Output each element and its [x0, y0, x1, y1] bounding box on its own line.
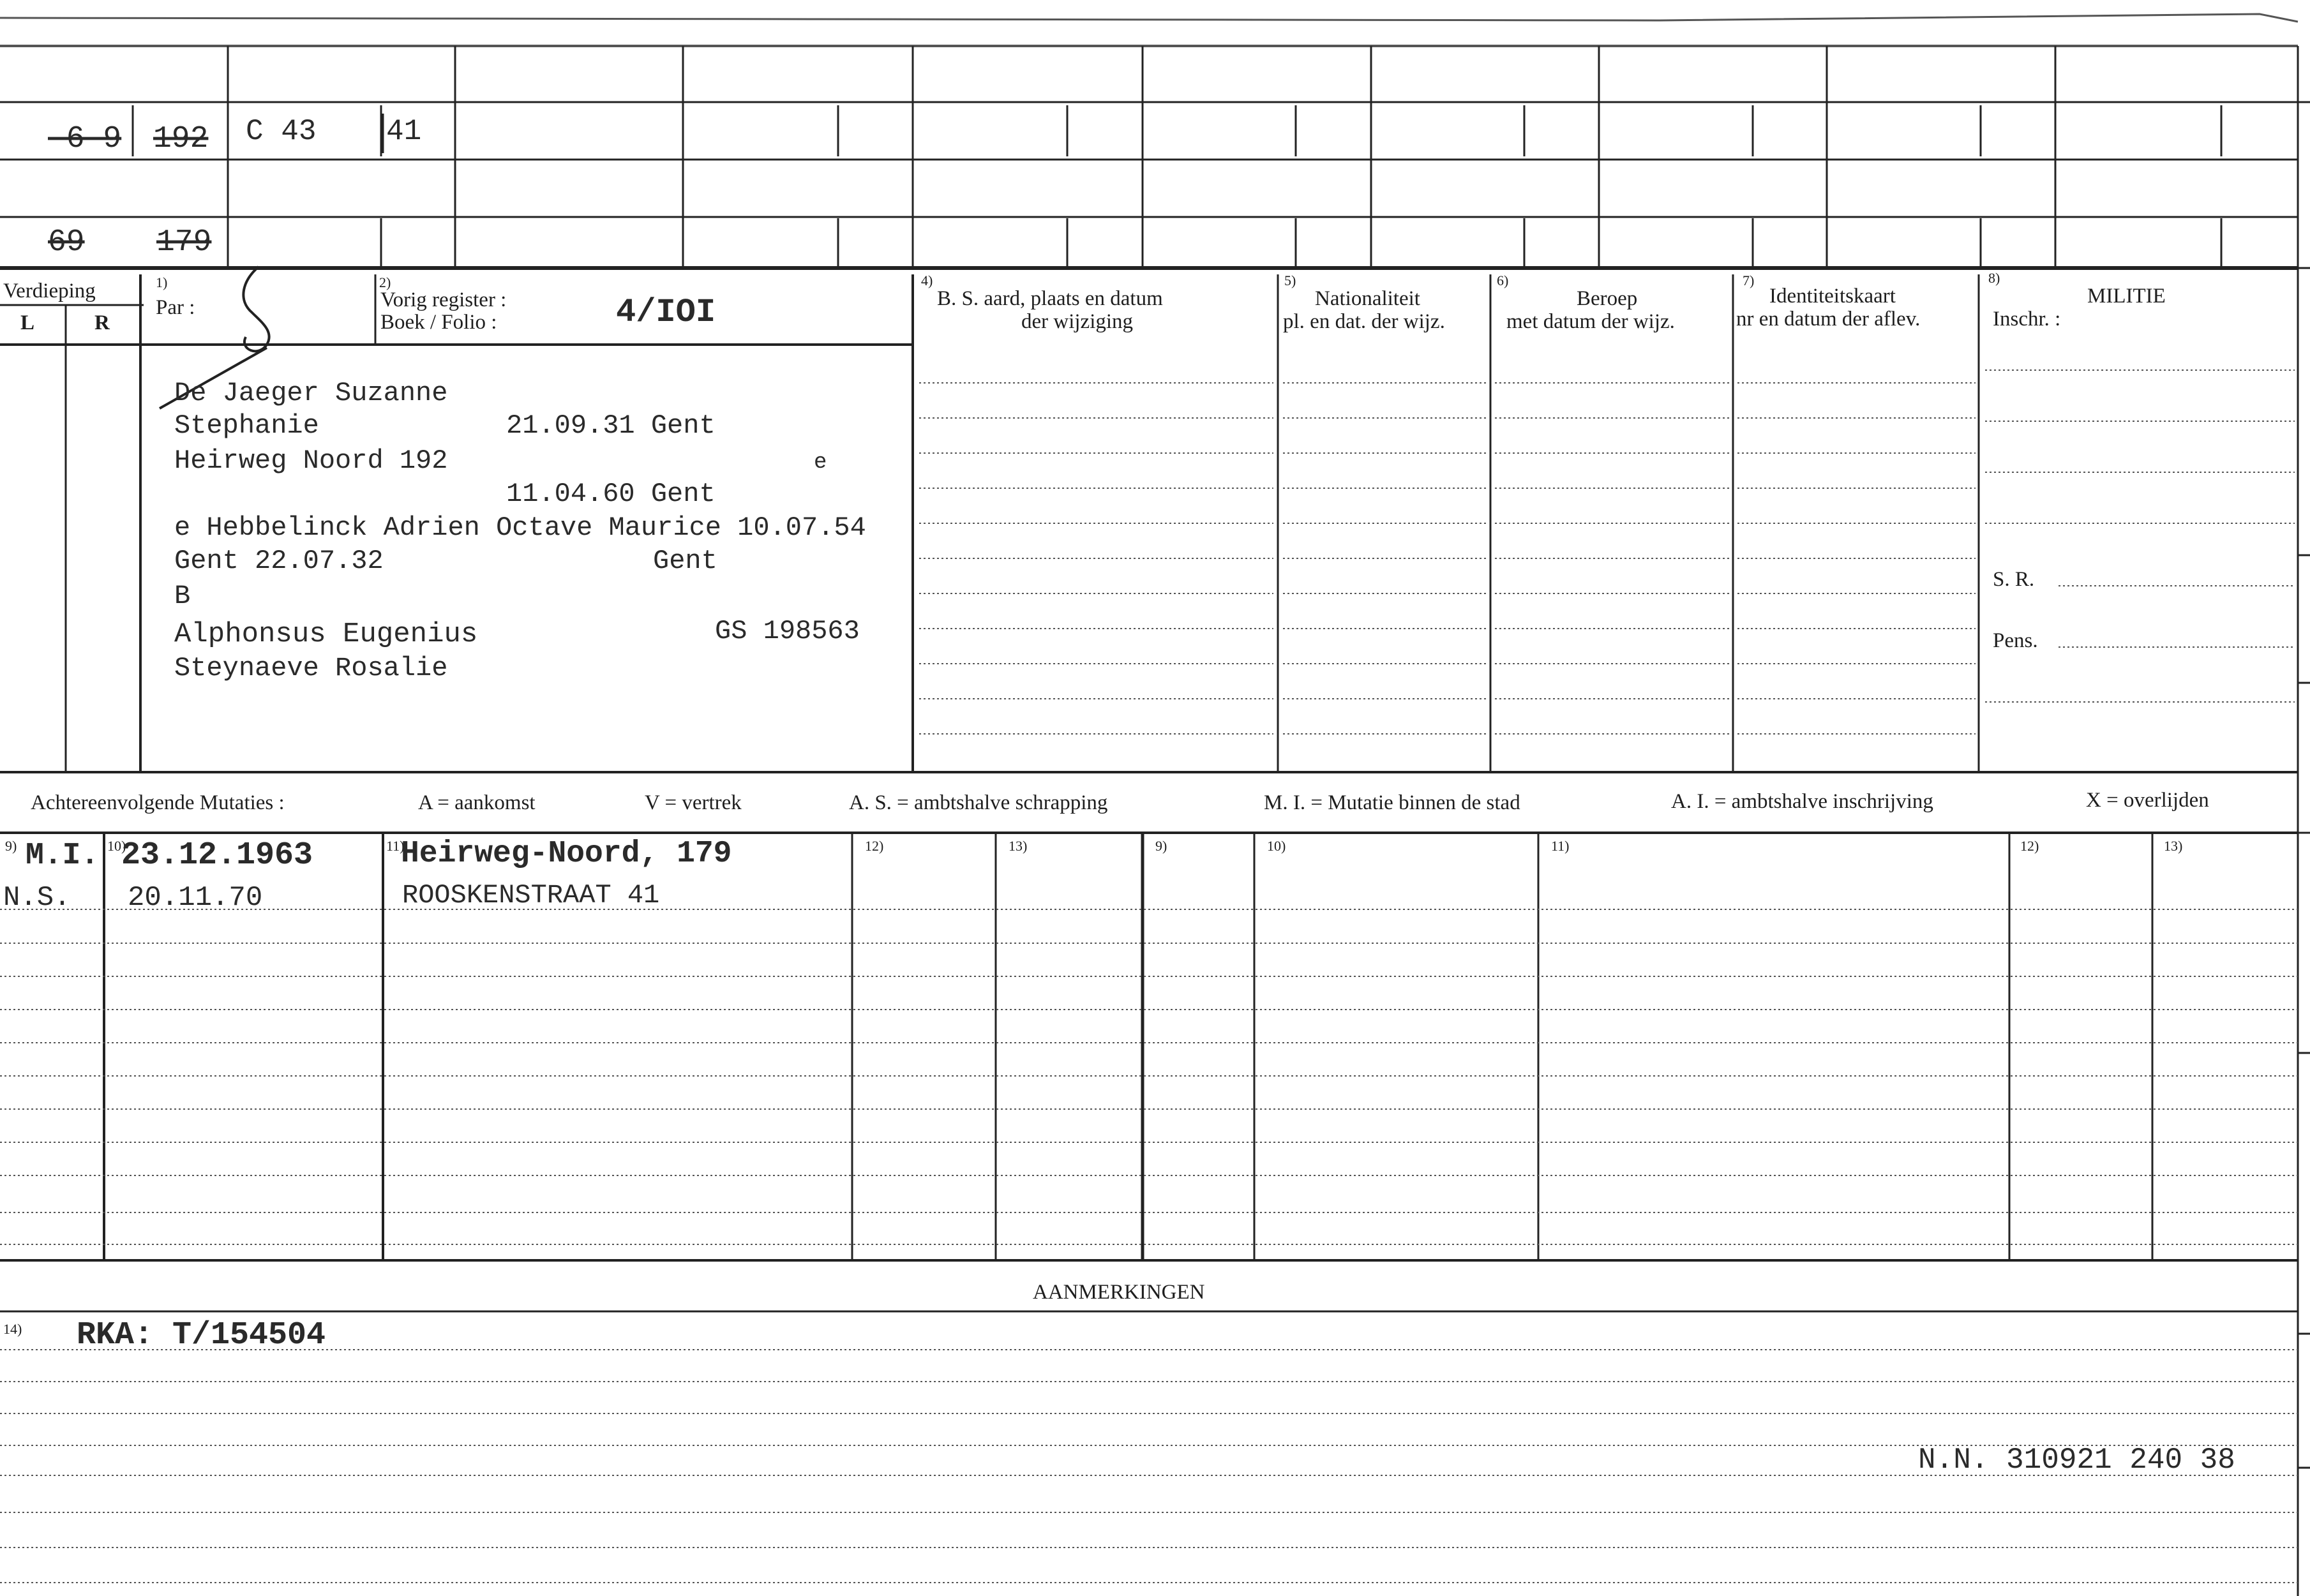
sr-label: S. R.: [1993, 568, 2035, 591]
identiteitskaart-line1: Identiteitskaart: [1769, 285, 1896, 308]
person-name: De Jaeger Suzanne: [174, 378, 448, 408]
mutations-legend: [31, 789, 2209, 814]
legend-x: X = overlijden: [2086, 789, 2209, 812]
column-l-label: L: [20, 311, 35, 334]
gs-number: GS 198563: [715, 616, 860, 646]
dotted-lines-header: [919, 370, 2295, 734]
top-date-2: 69: [48, 225, 85, 260]
mutation-address-1: Heirweg-Noord, 179: [401, 837, 732, 871]
mutation-date-1: 23.12.1963: [121, 837, 313, 874]
nn-number: N.N. 310921 240 38: [1918, 1443, 2235, 1477]
card-top-edge: [0, 14, 2298, 46]
verdieping-label: Verdieping: [3, 280, 96, 302]
person-block: [174, 378, 866, 683]
dotted-lines-mutations: [0, 909, 2298, 1244]
rka-number: RKA: T/154504: [77, 1317, 326, 1354]
legend-title: Achtereenvolgende Mutaties :: [31, 791, 285, 814]
mutations-column-labels: [5, 838, 2182, 854]
legend-v: V = vertrek: [645, 791, 742, 814]
person-firstname: Stephanie: [174, 410, 319, 441]
col-11-left: 11): [386, 838, 405, 854]
col-12-right: 12): [2020, 838, 2039, 854]
top-code-1: C 43: [246, 115, 317, 148]
note-8: 8): [1988, 270, 2000, 286]
mutation-code-2: N.S.: [3, 882, 71, 914]
column-r-label: R: [94, 311, 110, 334]
spouse-birth: Gent 22.07.32: [174, 546, 384, 576]
col-13-right: 13): [2164, 838, 2183, 854]
inschr-label: Inschr. :: [1993, 308, 2061, 331]
top-date-1: -6-9: [48, 122, 122, 156]
spouse-place: Gent: [653, 546, 717, 576]
col-9-left: 9): [5, 838, 17, 854]
remarks-title: AANMERKINGEN: [1033, 1281, 1205, 1304]
boek-folio-label: Boek / Folio :: [380, 311, 497, 334]
mutation-address-2: ROOSKENSTRAAT 41: [402, 880, 660, 911]
top-num-1: 41: [386, 115, 422, 148]
vorig-register-value: 4/IOI: [616, 294, 716, 331]
mother-name: Steynaeve Rosalie: [174, 653, 448, 683]
identiteitskaart-line2: nr en datum der aflev.: [1736, 308, 1921, 331]
marriage-date: 11.04.60 Gent: [506, 479, 716, 509]
col-10-right: 10): [1267, 838, 1286, 854]
top-grid-entries: [48, 115, 421, 260]
vorig-register-label: Vorig register :: [380, 288, 507, 311]
mutation-date-2: 20.11.70: [128, 882, 263, 914]
mutation-code-1: M.I.: [26, 839, 100, 873]
mutations-grid: [0, 833, 2298, 1260]
person-address: Heirweg Noord 192: [174, 445, 448, 476]
beroep-line1: Beroep: [1577, 287, 1638, 310]
militie-label: MILITIE: [2087, 285, 2166, 308]
col-13-left: 13): [1009, 838, 1028, 854]
person-birth: 21.09.31 Gent: [506, 410, 716, 441]
note-6: 6): [1497, 272, 1509, 288]
note-14: 14): [3, 1321, 22, 1337]
col-11-right: 11): [1551, 838, 1570, 854]
note-2: 2): [379, 274, 391, 290]
mark-b: B: [174, 581, 191, 611]
top-nr-1: 192: [153, 122, 209, 156]
legend-mi: M. I. = Mutatie binnen de stad: [1264, 791, 1520, 814]
col-9-right: 9): [1155, 838, 1167, 854]
mark-e: e: [814, 451, 827, 475]
bs-label-line2: der wijziging: [1021, 310, 1134, 333]
nationaliteit-line1: Nationaliteit: [1315, 287, 1420, 310]
legend-ai: A. I. = ambtshalve inschrijving: [1671, 790, 1933, 813]
note-5: 5): [1284, 272, 1296, 288]
pens-label: Pens.: [1993, 629, 2038, 652]
father-name: Alphonsus Eugenius: [174, 618, 478, 650]
note-7: 7): [1743, 272, 1755, 288]
legend-a: A = aankomst: [418, 791, 536, 814]
nationaliteit-line2: pl. en dat. der wijz.: [1283, 310, 1445, 333]
spouse-line: e Hebbelinck Adrien Octave Maurice 10.07.54: [174, 512, 866, 543]
par-label: Par :: [156, 296, 195, 319]
col-12-left: 12): [865, 838, 884, 854]
top-grid: [0, 46, 2298, 1596]
note-4: 4): [921, 272, 933, 288]
beroep-line2: met datum der wijz.: [1506, 310, 1675, 333]
top-nr-2: 179: [156, 225, 212, 260]
remarks-section: [0, 1281, 2298, 1477]
legend-as: A. S. = ambtshalve schrapping: [849, 791, 1108, 814]
note-1: 1): [156, 274, 168, 290]
right-edge-ticks: [2298, 102, 2310, 1468]
bs-label-line1: B. S. aard, plaats en datum: [937, 287, 1163, 310]
col-10-left: 10): [107, 838, 126, 854]
